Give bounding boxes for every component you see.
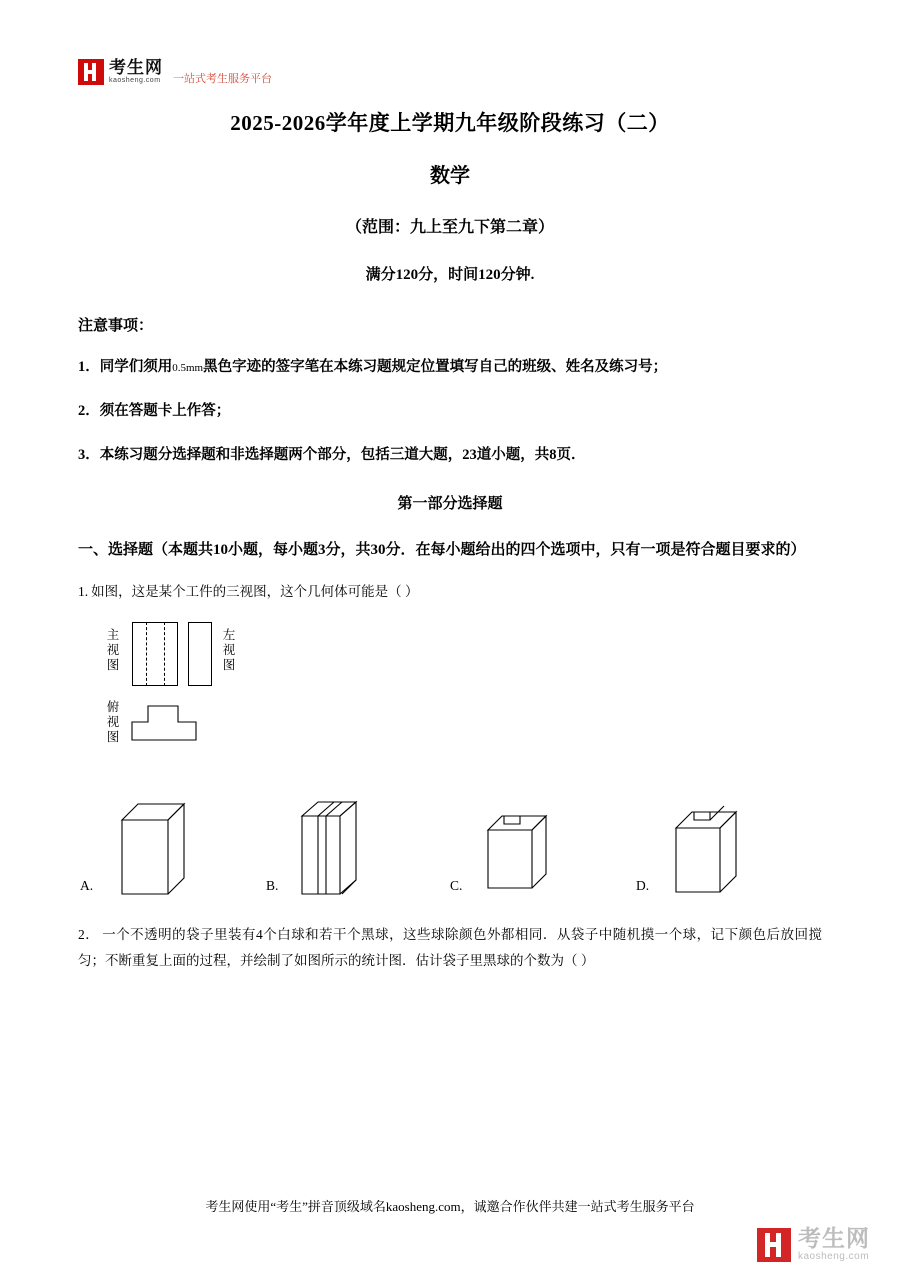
logo-icon: [78, 59, 104, 85]
watermark: [757, 1227, 870, 1263]
logo-text: [109, 59, 163, 85]
side-view-shape: [188, 622, 212, 686]
option-figure-b[interactable]: [296, 798, 392, 900]
top-view-label: 俯视图: [106, 699, 120, 744]
watermark-logo-icon: [757, 1228, 791, 1262]
site-logo: [78, 55, 822, 89]
option-label-b[interactable]: B.: [266, 877, 279, 893]
option-figure-d[interactable]: [668, 798, 758, 900]
front-view-shape: [132, 622, 178, 686]
option-figure-c[interactable]: [480, 798, 570, 900]
page-footer: 考生网使用“考生”拼音顶级域名kaosheng.com，诚邀合作伙伴共建一站式考生服务平台: [205, 1199, 695, 1214]
notice-item-measure: 0.5mm: [172, 362, 204, 374]
question-text: 一个不透明的袋子里装有4个白球和若干个黑球，这些球除颜色外都相同．从袋子中随机摸一个球，记下颜色后放回搅匀；不断重复上面的过程，并绘制了如图所示的统计图．估计袋子里黑球的个数为（ ）: [78, 926, 823, 968]
question-2: [78, 922, 822, 975]
question-text: 如图，这是某个工件的三视图，这个几何体可能是（ ）: [91, 584, 419, 600]
logo-name-en: kaosheng.com: [109, 77, 161, 84]
question-number: 2．: [78, 926, 100, 942]
notice-item: [78, 357, 822, 379]
watermark-name-en: kaosheng.com: [798, 1251, 870, 1262]
notice-item-number: 3．: [78, 446, 100, 463]
front-view-dash-right: [164, 622, 165, 686]
option-label-a[interactable]: A.: [80, 877, 94, 893]
notice-item-text-after: 黑色字迹的签字笔在本练习题规定位置填写自己的班级、姓名及练习号；: [203, 359, 668, 375]
three-view-figure: [92, 612, 822, 772]
front-view-label: 主视图: [106, 627, 120, 672]
notice-item-text-before: 须在答题卡上作答；: [99, 402, 231, 419]
notice-item: [78, 401, 822, 423]
notice-item-number: 1．: [78, 359, 100, 375]
question-number: 1.: [78, 584, 89, 600]
top-view-shape: [130, 702, 200, 748]
notice-item: [78, 445, 822, 467]
notice-item-text-before: 本练习题分选择题和非选择题两个部分，包括三道大题，23道小题，共8页．: [99, 446, 586, 463]
notice-title: 注意事项：: [78, 318, 154, 334]
option-label-d[interactable]: D.: [636, 877, 650, 893]
subject-title: 数学: [430, 165, 470, 187]
option-figure-a[interactable]: [114, 798, 196, 900]
question-1: [78, 579, 822, 605]
notice-item-number: 2．: [78, 402, 100, 419]
section-heading-choice: 一、选择题（本题共10小题，每小题3分，共30分．在每小题给出的四个选项中，只有一项是符合题目要求的）: [78, 542, 806, 559]
page-title: 2025-2026学年度上学期九年级阶段练习（二）: [230, 111, 670, 135]
logo-name-cn: 考生网: [109, 58, 163, 77]
score-time: 满分120分，时间120分钟.: [365, 267, 535, 283]
watermark-text: [798, 1227, 870, 1263]
side-view-label: 左视图: [222, 627, 236, 672]
question-1-options: [78, 792, 822, 900]
logo-slogan: 一站式考生服务平台: [173, 73, 272, 85]
exam-range: （范围：九上至九下第二章）: [345, 219, 554, 236]
notice-item-text-before: 同学们须用: [99, 359, 173, 375]
part-one-title: 第一部分选择题: [397, 496, 503, 513]
option-label-c[interactable]: C.: [450, 877, 463, 893]
watermark-name-cn: 考生网: [798, 1225, 870, 1251]
front-view-dash-left: [146, 622, 147, 686]
